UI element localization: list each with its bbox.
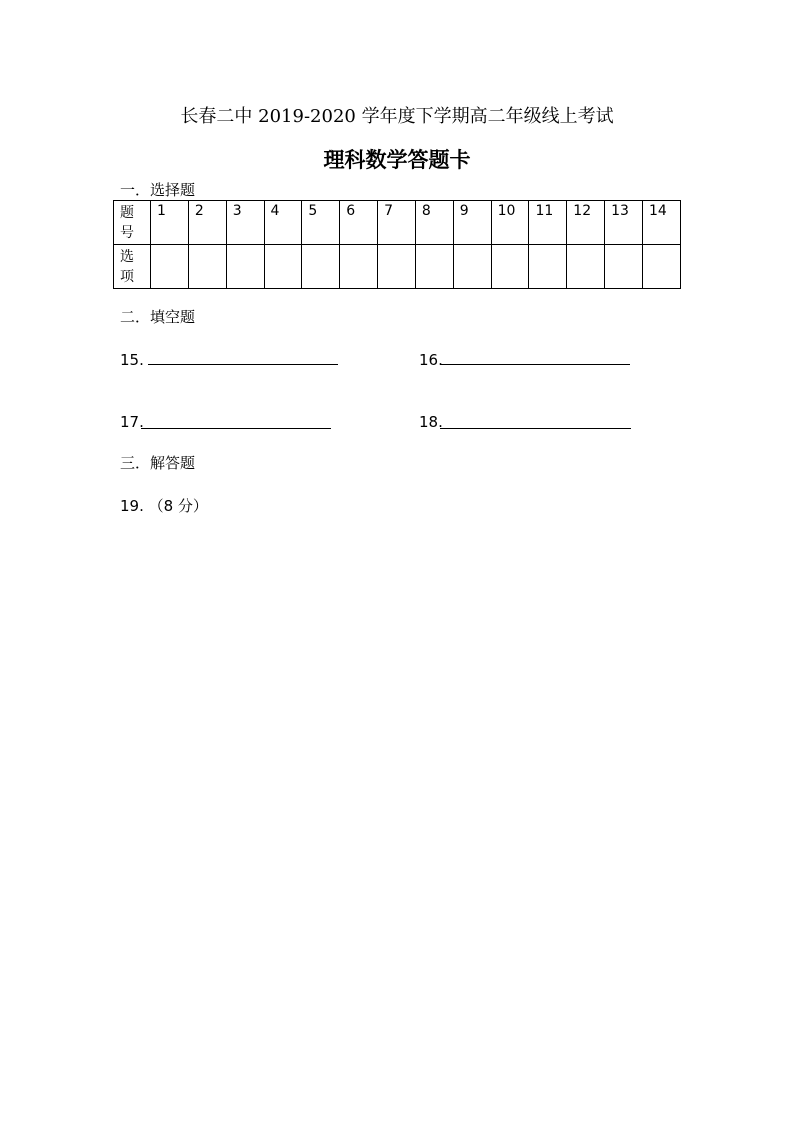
question-number-cell: 13 [605,201,643,245]
question-number-cell: 2 [188,201,226,245]
question-number-cell: 5 [302,201,340,245]
blank-line-18[interactable] [440,428,631,429]
section-heading-fill: 二．填空题 [120,308,196,326]
answer-card-title: 理科数学答题卡 [323,148,471,172]
question-number-cell: 12 [567,201,605,245]
answer-option-cell[interactable] [226,245,264,289]
row-label-option-line1: 选 [120,249,134,265]
blank-label-16: 16. [419,351,443,369]
answer-option-cell[interactable] [378,245,416,289]
answer-option-cell[interactable] [151,245,189,289]
page-title: 长春二中 2019-2020 学年度下学期高二年级线上考试 [180,106,614,127]
answer-option-cell[interactable] [529,245,567,289]
answer-option-cell[interactable] [415,245,453,289]
answer-option-cell[interactable] [453,245,491,289]
answer-option-cell[interactable] [188,245,226,289]
row-label-number [114,201,151,245]
question-number-cell: 10 [491,201,529,245]
row-label-number-line1: 题 [120,205,134,221]
answer-option-cell[interactable] [340,245,378,289]
question-number-cell: 14 [642,201,680,245]
answer-option-cell[interactable] [642,245,680,289]
blank-label-15: 15. [120,351,144,369]
section-heading-choice: 一．选择题 [120,181,196,199]
question-number-cell: 6 [340,201,378,245]
question-number-cell: 1 [151,201,189,245]
row-label-option-line2: 项 [120,269,134,285]
answer-option-cell[interactable] [264,245,302,289]
answer-option-cell[interactable] [302,245,340,289]
blank-line-16[interactable] [440,364,630,365]
problem-19-label: 19. （8 分） [120,497,208,515]
choice-answer-table [113,200,681,289]
blank-label-17: 17. [120,413,144,431]
question-number-cell: 11 [529,201,567,245]
answer-option-cell[interactable] [567,245,605,289]
table-row-options [114,245,681,289]
row-label-option [114,245,151,289]
question-number-cell: 3 [226,201,264,245]
question-number-cell: 4 [264,201,302,245]
table-row-numbers [114,201,681,245]
blank-label-18: 18. [419,413,443,431]
section-heading-answer: 三．解答题 [120,454,196,472]
question-number-cell: 8 [415,201,453,245]
question-number-cell: 7 [378,201,416,245]
answer-option-cell[interactable] [605,245,643,289]
row-label-number-line2: 号 [120,225,134,241]
blank-line-17[interactable] [141,428,331,429]
question-number-cell: 9 [453,201,491,245]
blank-line-15[interactable] [148,364,338,365]
answer-option-cell[interactable] [491,245,529,289]
